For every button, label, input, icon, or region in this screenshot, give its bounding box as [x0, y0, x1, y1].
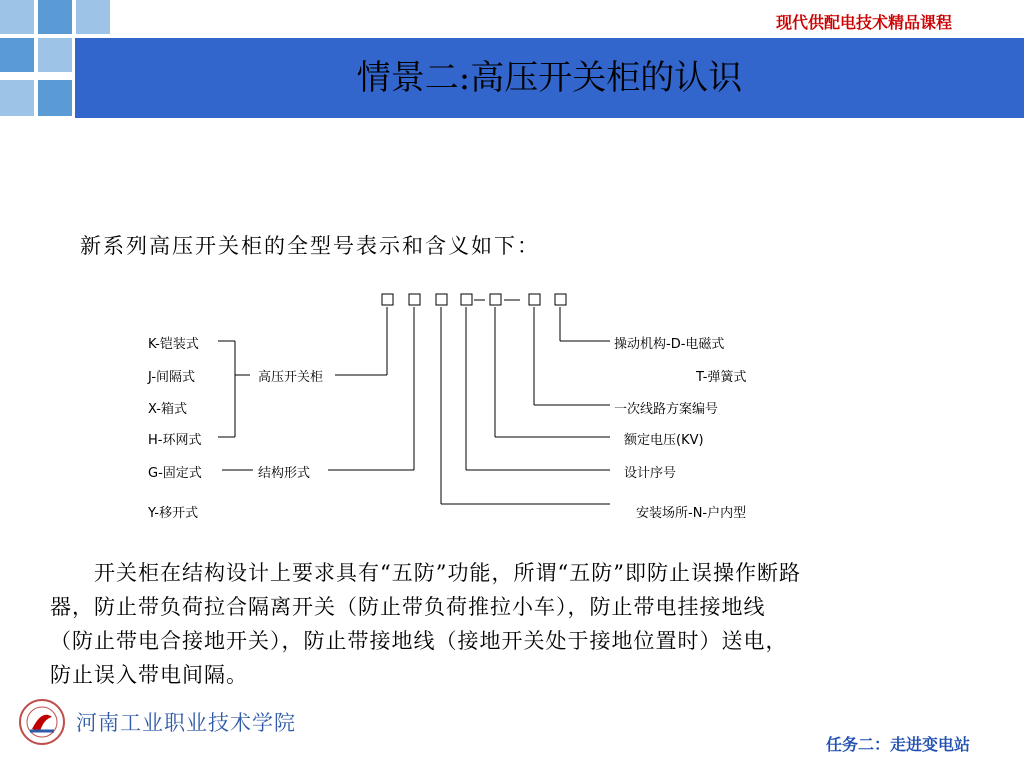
- type-fixed: G-固定式: [148, 466, 202, 481]
- label-structure: 结构形式: [258, 466, 311, 481]
- decor-square: [0, 0, 34, 34]
- decor-square: [0, 38, 34, 72]
- type-armored: K-铠装式: [148, 337, 199, 352]
- paragraph-line: 开关柜在结构设计上要求具有“五防”功能，所谓“五防”即防止误操作断路: [50, 561, 801, 585]
- label-cabinet: 高压开关柜: [258, 370, 324, 385]
- paragraph-line: 防止误入带电间隔。: [50, 663, 248, 687]
- type-removable: Y-移开式: [148, 506, 199, 521]
- decor-square: [0, 80, 34, 116]
- slide-title: 情景二:高压开关柜的认识: [356, 58, 743, 98]
- paragraph-line: 器，防止带负荷拉合隔离开关（防止带负荷推拉小车），防止带电挂接地线: [50, 595, 766, 619]
- model-number-diagram: [140, 285, 800, 525]
- label-rated-voltage: 额定电压(KV): [624, 433, 704, 448]
- type-box: X-箱式: [148, 402, 187, 417]
- school-logo-icon: [14, 697, 70, 747]
- label-design-serial: 设计序号: [624, 466, 677, 481]
- five-protections-paragraph: [50, 556, 1024, 692]
- decor-square: [76, 0, 110, 34]
- type-ring-main: H-环网式: [148, 433, 202, 448]
- paragraph-line: （防止带电合接地开关），防止带接地线（接地开关处于接地位置时）送电，: [50, 629, 788, 653]
- label-mechanism: 操动机构-D-电磁式: [614, 337, 725, 352]
- decor-square: [38, 80, 72, 116]
- school-name: 河南工业职业技术学院: [76, 711, 296, 735]
- task-label: 任务二：走进变电站: [825, 735, 970, 754]
- label-install-location: 安装场所-N-户内型: [636, 506, 747, 521]
- decor-square: [38, 38, 72, 72]
- decor-square: [38, 0, 72, 34]
- type-compartment: J-间隔式: [148, 370, 196, 385]
- intro-text: 新系列高压开关柜的全型号表示和含义如下：: [80, 234, 540, 258]
- label-spring: T-弹簧式: [696, 370, 747, 385]
- course-name: 现代供配电技术精品课程: [775, 13, 952, 32]
- label-circuit-scheme: 一次线路方案编号: [614, 402, 719, 417]
